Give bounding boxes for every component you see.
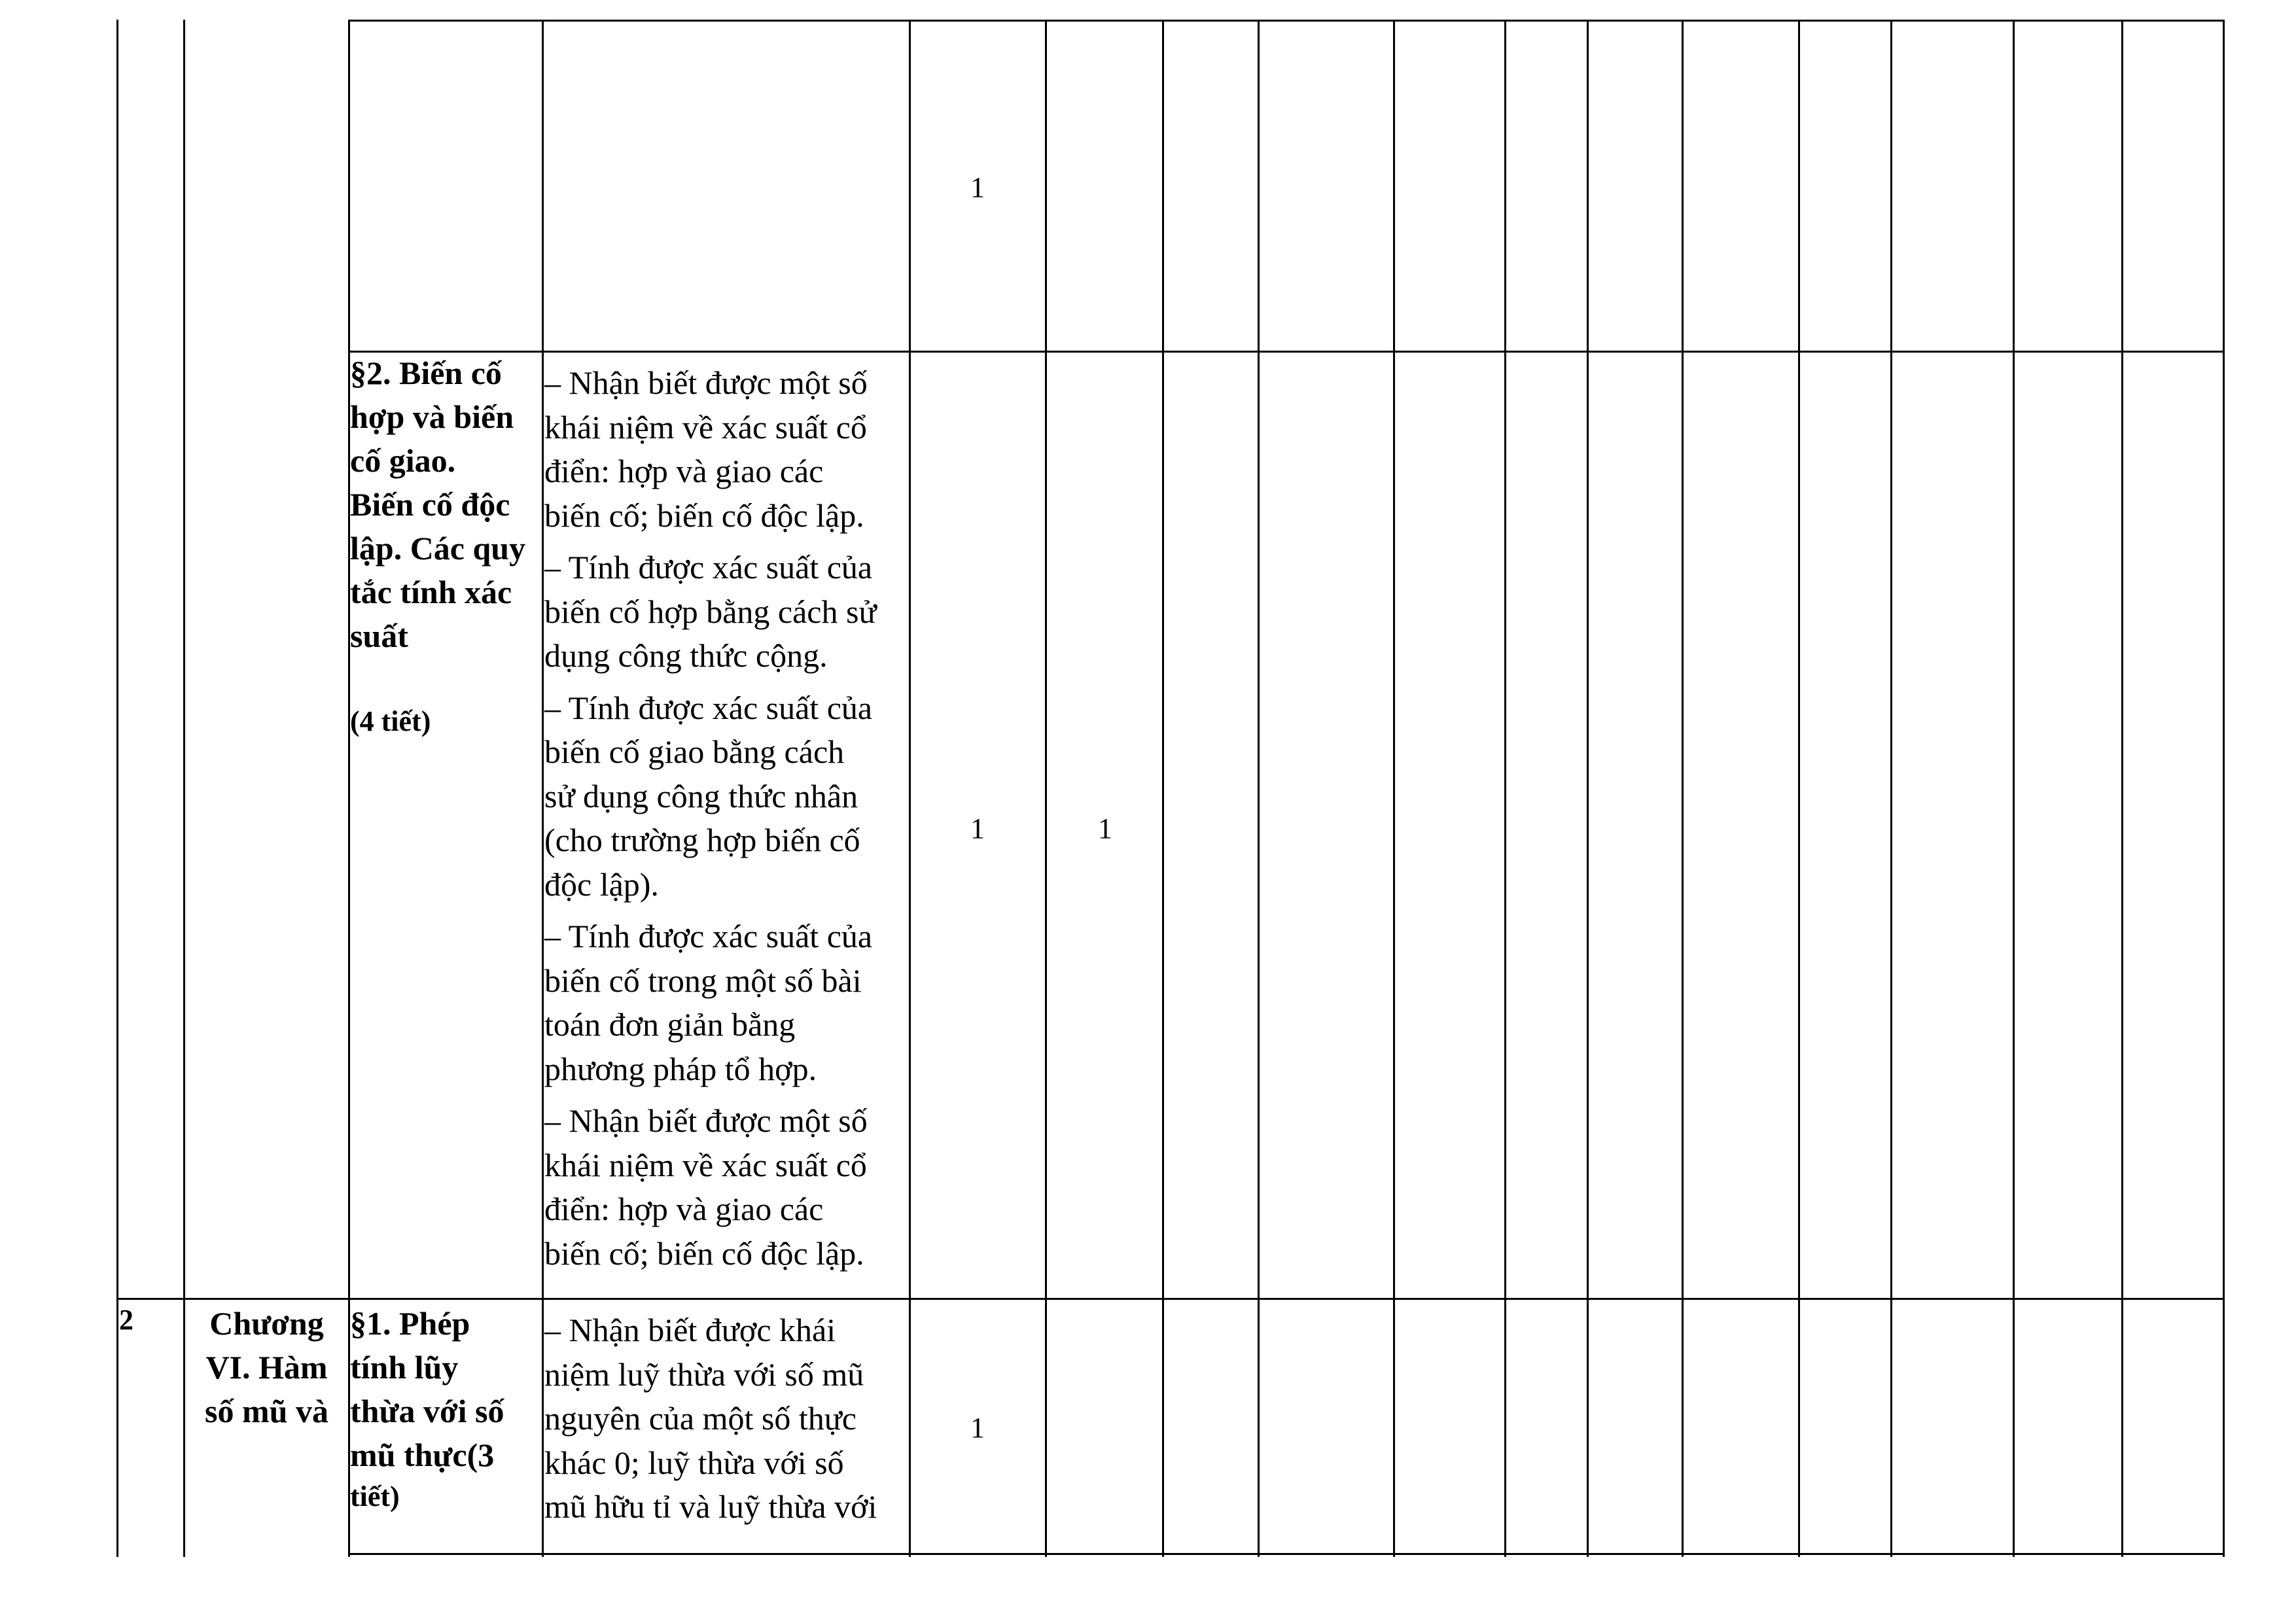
lesson-line: Biến cố độc <box>350 486 510 523</box>
lesson-line: mũ thực(3 <box>350 1437 495 1473</box>
grid-col-line <box>1890 20 1892 1557</box>
lesson-line: cố giao. <box>350 442 456 479</box>
grid-col-line <box>1587 20 1589 1557</box>
requirement-line: – Nhận biết được một số <box>544 364 868 401</box>
chapter-line: Chương <box>209 1305 324 1342</box>
row2-requirements <box>544 361 877 1276</box>
requirement-line: nguyên của một số thực <box>544 1400 857 1437</box>
lesson-line: §1. Phép <box>350 1305 470 1342</box>
requirement-line: sử dụng công thức nhân <box>544 777 858 814</box>
requirement-line: điển: hợp và giao các <box>544 453 824 489</box>
row3-chapter <box>185 1302 348 1433</box>
requirement-line: dụng công thức cộng. <box>544 637 828 674</box>
grid-col-line-right <box>2223 20 2225 1557</box>
table-border-left-outer <box>116 20 118 1557</box>
requirement-line: – Nhận biết được một số <box>544 1102 868 1139</box>
row3-requirements <box>544 1308 877 1529</box>
grid-col-line <box>2121 20 2123 1557</box>
requirement-line: mũ hữu tỉ và luỹ thừa với <box>544 1488 877 1525</box>
lesson-line: tiết) <box>350 1480 400 1512</box>
requirement-paragraph <box>544 1308 877 1529</box>
grid-col-line <box>542 20 544 1557</box>
requirement-line: phương pháp tổ hợp. <box>544 1050 817 1087</box>
grid-col-line <box>1162 20 1164 1557</box>
grid-col-line <box>2013 20 2015 1557</box>
row3-count-col1: 1 <box>970 1412 985 1444</box>
requirement-paragraph <box>544 915 877 1091</box>
requirement-paragraph <box>544 546 877 678</box>
chapter-line: VI. Hàm <box>205 1349 328 1386</box>
requirement-line: biến cố; biến cố độc lập. <box>544 497 864 534</box>
grid-row-line-bottom <box>348 1553 2225 1555</box>
row2-count-col2: 1 <box>1098 812 1112 845</box>
requirement-line: niệm luỹ thừa với số mũ <box>544 1355 864 1393</box>
requirement-line: biến cố hợp bằng cách sử <box>544 593 877 630</box>
row3-stt: 2 <box>119 1304 133 1336</box>
requirement-paragraph <box>544 686 877 907</box>
requirement-line: – Tính được xác suất của <box>544 549 873 585</box>
requirement-line: – Tính được xác suất của <box>544 918 873 954</box>
row2-lesson-hours: (4 tiết) <box>350 705 431 737</box>
row2-lesson-title <box>350 351 525 658</box>
requirement-line: biến cố giao bằng cách <box>544 733 845 770</box>
lesson-line: tính lũy <box>350 1349 459 1386</box>
grid-col-line <box>1798 20 1800 1557</box>
grid-col-line <box>1258 20 1260 1557</box>
grid-col-line <box>909 20 911 1557</box>
lesson-line: hợp và biến <box>350 398 514 435</box>
requirement-paragraph <box>544 361 877 538</box>
requirement-line: độc lập). <box>544 865 659 903</box>
grid-col-line <box>1045 20 1047 1557</box>
grid-row-line <box>116 1298 2225 1300</box>
row3-lesson-title <box>350 1302 504 1516</box>
requirement-line: (cho trường hợp biến cố <box>544 822 860 858</box>
requirement-line: khác 0; luỹ thừa với số <box>544 1444 844 1481</box>
chapter-line: số mũ và <box>205 1393 328 1429</box>
requirement-line: điển: hợp và giao các <box>544 1191 824 1227</box>
grid-col-line <box>1393 20 1395 1557</box>
requirement-line: – Nhận biết được khái <box>544 1312 836 1348</box>
lesson-line: suất <box>350 618 408 654</box>
grid-row-line <box>348 351 2225 353</box>
grid-row-line-top <box>348 20 2225 22</box>
requirement-line: biến cố trong một số bài <box>544 962 862 999</box>
grid-col-line <box>1504 20 1506 1557</box>
lesson-line: thừa với số <box>350 1393 504 1429</box>
lesson-line: tắc tính xác <box>350 574 512 610</box>
requirement-line: khái niệm về xác suất cổ <box>544 1146 867 1183</box>
requirement-paragraph <box>544 1099 877 1276</box>
row1-count-col1: 1 <box>970 171 985 203</box>
lesson-line: §2. Biến cố <box>350 355 502 391</box>
row2-count-col1: 1 <box>970 812 985 845</box>
requirement-line: khái niệm về xác suất cổ <box>544 408 867 445</box>
grid-col-line <box>1682 20 1684 1557</box>
requirement-line: – Tính được xác suất của <box>544 689 873 726</box>
requirement-line: biến cố; biến cố độc lập. <box>544 1234 864 1272</box>
requirement-line: toán đơn giản bằng <box>544 1006 796 1043</box>
lesson-line: lập. Các quy <box>350 530 526 567</box>
